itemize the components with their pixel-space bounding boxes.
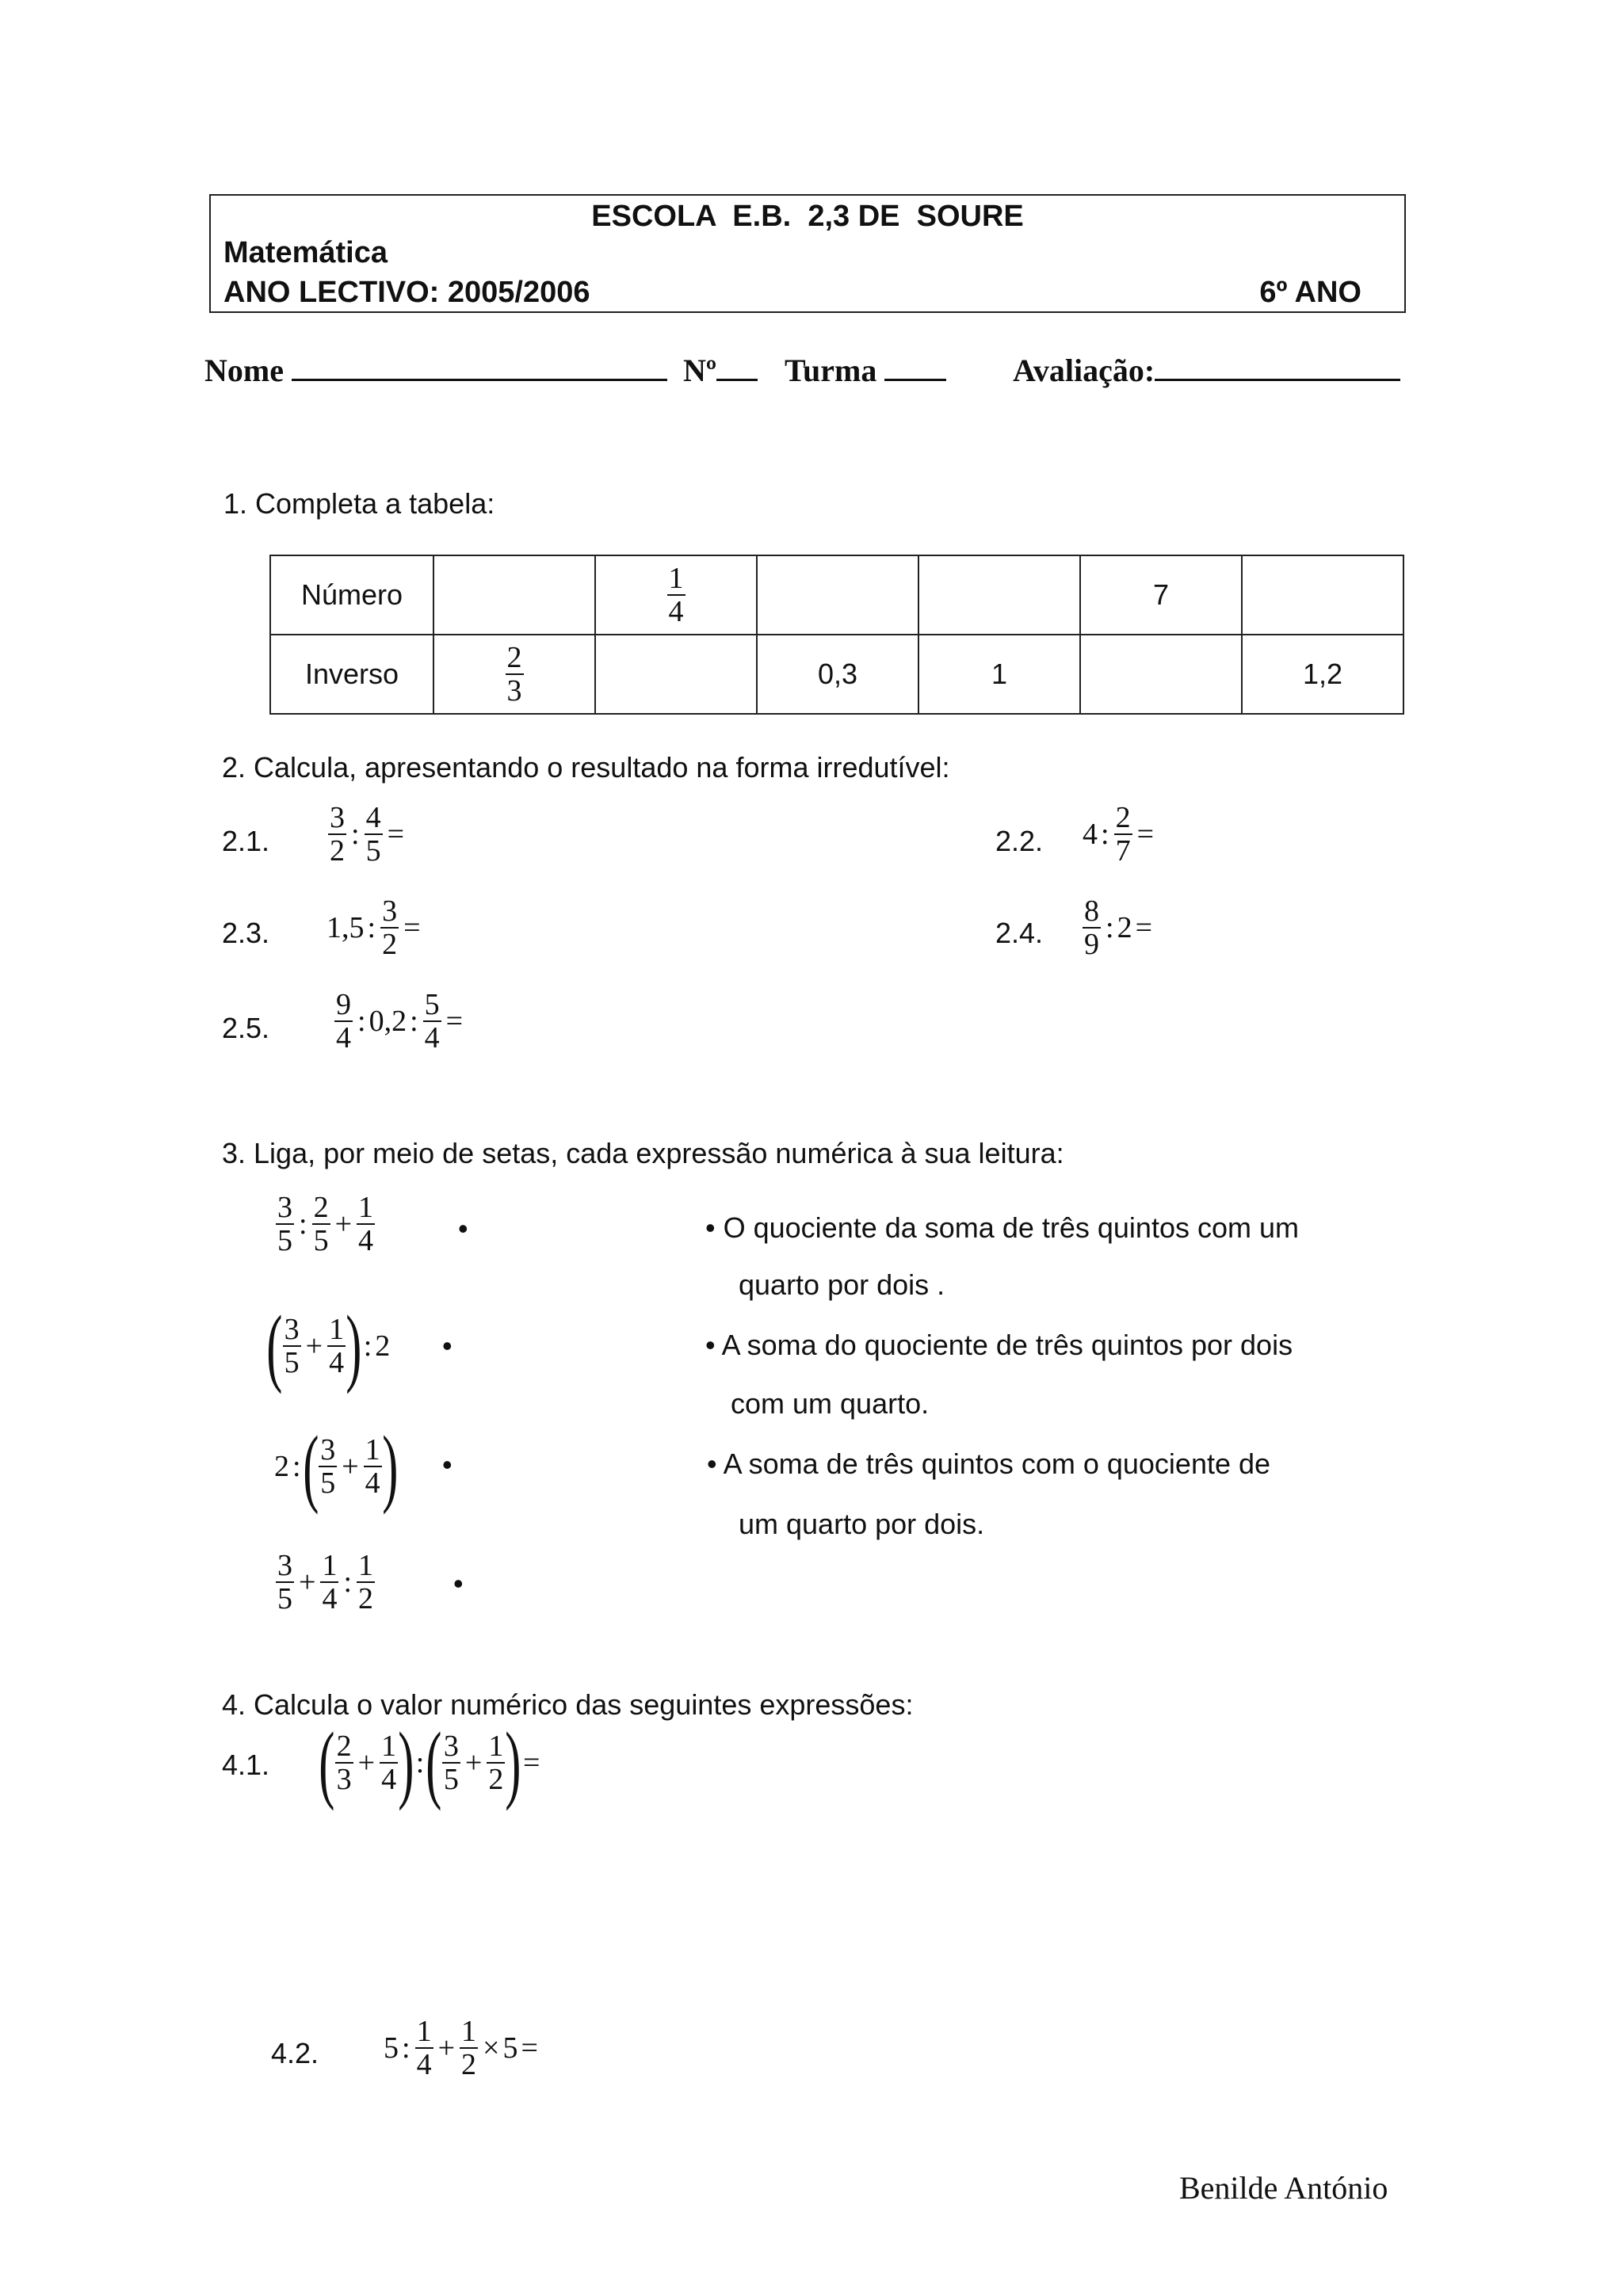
fraction: $\frac{1}{4}$ [668,562,684,628]
table-cell[interactable] [757,555,918,635]
table-cell: 1,2 [1242,635,1403,714]
reading-3-line-2: um quarto por dois. [739,1508,985,1540]
name-label: Nome [204,353,284,388]
question-3-title: 3. Liga, por meio de setas, cada expressão numérica à sua leitura: [222,1137,1064,1169]
match-dot[interactable]: • [442,1329,453,1362]
grade-field[interactable] [1013,351,1400,391]
match-dot[interactable]: • [453,1567,464,1600]
q3-expression-2: ( $\frac{3}{5}$ + $\frac{1}{4}$ ) : 2 [266,1298,391,1394]
question-4-title: 4. Calcula o valor numérico das seguintes expressões: [222,1688,914,1721]
q3-expression-1: $\frac{3}{5}$ : $\frac{2}{5}$ + $\frac{1}{4}$ [277,1191,373,1257]
inverse-table [269,555,1404,715]
number-blank[interactable] [716,352,758,381]
question-1-title: 1. Completa a tabela: [223,487,495,520]
table-row-number [270,555,1403,635]
expression-2-2: 4 : $\frac{2}{7}$ = [1083,801,1154,868]
header-box [209,194,1406,313]
q3-expression-3: 2 : ( $\frac{3}{5}$ + $\frac{1}{4}$ ) [274,1418,399,1515]
match-dot[interactable]: • [442,1448,453,1481]
item-4-1-label: 4.1. [222,1749,270,1781]
expression-2-1: $\frac{3}{2}$ : $\frac{4}{5}$ = [330,801,404,868]
row-label-number: Número [270,555,433,635]
reading-3-line-1[interactable]: • A soma de três quintos com o quociente de [707,1447,1271,1480]
reading-1-line-2: quarto por dois . [739,1268,945,1301]
table-cell[interactable] [1080,635,1242,714]
name-blank[interactable] [292,352,667,381]
reading-1-line-1[interactable]: • O quociente da soma de três quintos com um [705,1211,1299,1244]
table-cell: 0,3 [757,635,918,714]
item-2-1-label: 2.1. [222,825,270,857]
expression-2-3: 1,5 : $\frac{3}{2}$ = [327,894,421,961]
item-2-4-label: 2.4. [995,917,1044,949]
row-label-inverse: Inverso [270,635,433,714]
q3-expression-4: $\frac{3}{5}$ + $\frac{1}{4}$ : $\frac{1}{2}$ [277,1549,373,1615]
match-dot[interactable]: • [458,1212,468,1245]
table-cell [595,555,757,635]
number-label: Nº [683,353,717,388]
subject: Matemática [223,236,388,269]
table-cell: 7 [1080,555,1242,635]
expression-4-1: ( $\frac{2}{3}$ + $\frac{1}{4}$ ) : ( $\frac{3}{5}$ + $\frac{1}{2}$ ) = [319,1714,540,1811]
grade-blank[interactable] [1155,352,1400,381]
class-blank[interactable] [884,352,946,381]
question-2-title: 2. Calcula, apresentando o resultado na forma irredutível: [222,751,950,784]
item-4-2-label: 4.2. [271,2037,319,2069]
table-cell[interactable] [1242,555,1403,635]
grade-level: 6º ANO [1259,276,1361,309]
item-2-3-label: 2.3. [222,917,270,949]
table-cell[interactable] [595,635,757,714]
item-2-2-label: 2.2. [995,825,1044,857]
fraction: $\frac{2}{3}$ [506,641,522,707]
reading-2-line-1[interactable]: • A soma do quociente de três quintos por dois [705,1329,1293,1361]
expression-2-4: $\frac{8}{9}$ : 2 = [1084,894,1152,961]
number-field[interactable] [683,351,758,391]
item-2-5-label: 2.5. [222,1012,270,1044]
grade-label: Avaliação: [1013,353,1155,388]
table-cell [433,635,595,714]
class-field[interactable] [785,351,946,391]
table-row-inverse [270,635,1403,714]
table-cell[interactable] [433,555,595,635]
reading-2-line-2: com um quarto. [731,1387,930,1420]
school-year: ANO LECTIVO: 2005/2006 [223,276,590,309]
author-signature: Benilde António [1179,2170,1388,2206]
expression-4-2: 5 : $\frac{1}{4}$ + $\frac{1}{2}$ × 5 = [384,2015,538,2081]
class-label: Turma [785,353,877,388]
name-field[interactable] [204,351,667,391]
expression-2-5: $\frac{9}{4}$ : 0,2 : $\frac{5}{4}$ = [336,988,464,1055]
table-cell[interactable] [918,555,1080,635]
school-name: ESCOLA E.B. 2,3 DE SOURE [591,200,1024,233]
table-cell: 1 [918,635,1080,714]
